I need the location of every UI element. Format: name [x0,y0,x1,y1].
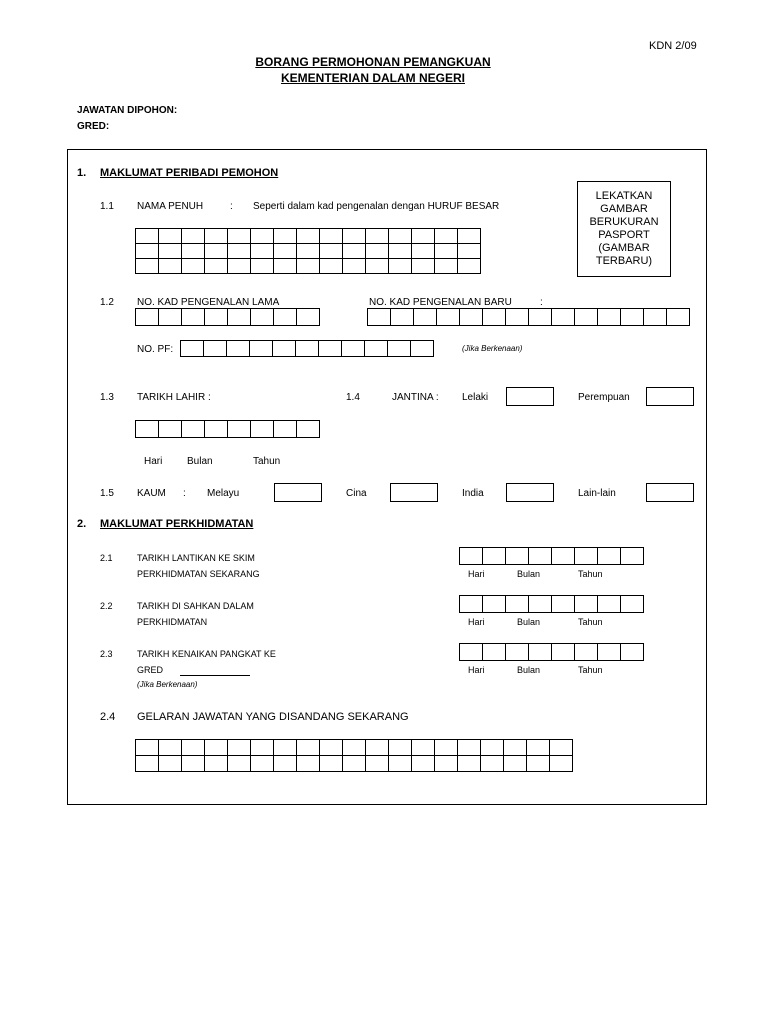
input-cell[interactable] [389,244,412,259]
input-cell[interactable] [621,309,644,326]
input-cell[interactable] [667,309,690,326]
input-cell[interactable] [389,259,412,274]
input-cell[interactable] [251,229,274,244]
input-cell[interactable] [527,756,550,772]
lantikan-bulan: Bulan [517,569,541,579]
input-cell[interactable] [412,244,435,259]
input-cell[interactable] [181,341,204,357]
input-cell[interactable] [437,309,460,326]
field-2-3-number: 2.3 [100,649,113,659]
ic-lama-label: NO. KAD PENGENALAN LAMA [137,297,280,308]
input-cell[interactable] [504,740,527,756]
input-cell[interactable] [481,740,504,756]
field-1-3-number: 1.3 [100,392,114,403]
input-cell[interactable] [598,309,621,326]
input-cell[interactable] [274,259,297,274]
input-cell[interactable] [529,596,552,613]
kaum-cina-label: Cina [346,488,367,499]
input-cell[interactable] [204,341,227,357]
input-cell[interactable] [205,756,228,772]
input-cell[interactable] [159,309,182,326]
input-cell[interactable] [343,740,366,756]
input-cell[interactable] [297,421,320,438]
input-cell[interactable] [366,244,389,259]
input-cell[interactable] [366,740,389,756]
lelaki-label: Lelaki [462,392,489,403]
lantikan-line1: TARIKH LANTIKAN KE SKIM [137,553,255,563]
lantikan-tahun: Tahun [578,569,603,579]
kaum-india-checkbox[interactable] [506,483,554,502]
input-cell[interactable] [506,596,529,613]
input-cell[interactable] [342,341,365,357]
input-cell[interactable] [366,259,389,274]
input-cell[interactable] [296,341,319,357]
kaum-melayu-label: Melayu [207,488,240,499]
input-cell[interactable] [136,244,159,259]
input-cell[interactable] [205,259,228,274]
input-cell[interactable] [460,309,483,326]
input-cell[interactable] [458,756,481,772]
sahkan-hari: Hari [468,617,485,627]
section1-title: MAKLUMAT PERIBADI PEMOHON [100,167,279,179]
input-cell[interactable] [228,309,251,326]
field-1-1-number: 1.1 [100,201,114,212]
input-cell[interactable] [483,596,506,613]
input-cell[interactable] [228,229,251,244]
lantikan-date-grid[interactable] [459,547,644,565]
input-cell[interactable] [182,421,205,438]
lantikan-hari: Hari [468,569,485,579]
sahkan-line2: PERKHIDMATAN [137,617,208,627]
input-cell[interactable] [205,229,228,244]
input-cell[interactable] [435,229,458,244]
input-cell[interactable] [182,244,205,259]
input-cell[interactable] [458,244,481,259]
section1-number: 1. [77,167,87,179]
pf-note: (Jika Berkenaan) [462,344,523,353]
kaum-lain-label: Lain-lain [578,488,616,499]
sahkan-line1: TARIKH DI SAHKAN DALAM [137,601,254,611]
input-cell[interactable] [159,421,182,438]
input-cell[interactable] [389,756,412,772]
input-cell[interactable] [368,309,391,326]
input-cell[interactable] [274,421,297,438]
photo-box-text: LEKATKAN GAMBAR BERUKURAN PASPORT (GAMBAR TERBARU) [589,190,659,267]
input-cell[interactable] [621,644,644,661]
perempuan-checkbox[interactable] [646,387,694,406]
input-cell[interactable] [389,740,412,756]
kaum-label: KAUM [137,488,166,499]
lahir-bulan-label: Bulan [187,456,213,467]
input-cell[interactable] [297,756,320,772]
section2-title: MAKLUMAT PERKHIDMATAN [100,518,254,530]
input-cell[interactable] [458,259,481,274]
input-cell[interactable] [598,644,621,661]
input-cell[interactable] [414,309,437,326]
input-cell[interactable] [460,548,483,565]
input-cell[interactable] [483,548,506,565]
input-cell[interactable] [159,756,182,772]
sahkan-date-grid[interactable] [459,595,644,613]
photo-box[interactable] [577,181,671,277]
input-cell[interactable] [575,548,598,565]
input-cell[interactable] [182,756,205,772]
input-cell[interactable] [552,309,575,326]
field-1-2-number: 1.2 [100,297,114,308]
ic-baru-grid[interactable] [367,308,690,326]
input-cell[interactable] [366,229,389,244]
input-cell[interactable] [621,596,644,613]
input-cell[interactable] [506,309,529,326]
input-cell[interactable] [458,740,481,756]
sahkan-bulan: Bulan [517,617,541,627]
pf-grid[interactable] [180,340,434,357]
kaum-lain-checkbox[interactable] [646,483,694,502]
input-cell[interactable] [159,244,182,259]
input-cell[interactable] [182,259,205,274]
input-cell[interactable] [483,309,506,326]
kaum-colon: : [183,488,186,499]
kenaikan-tahun: Tahun [578,665,603,675]
input-cell[interactable] [529,309,552,326]
input-cell[interactable] [575,596,598,613]
gred-label: GRED: [77,121,110,132]
input-cell[interactable] [136,259,159,274]
ic-lama-grid[interactable] [135,308,320,326]
input-cell[interactable] [460,644,483,661]
perempuan-label: Perempuan [578,392,630,403]
kenaikan-hari: Hari [468,665,485,675]
input-cell[interactable] [388,341,411,357]
kenaikan-bulan: Bulan [517,665,541,675]
input-cell[interactable] [435,756,458,772]
input-cell[interactable] [527,740,550,756]
input-cell[interactable] [250,341,273,357]
input-cell[interactable] [274,740,297,756]
input-cell[interactable] [228,244,251,259]
input-cell[interactable] [343,756,366,772]
input-cell[interactable] [273,341,296,357]
pf-label: NO. PF: [137,344,174,355]
input-cell[interactable] [343,229,366,244]
kenaikan-line2: GRED [137,665,164,675]
gelaran-jawatan-grid[interactable] [135,739,573,772]
input-cell[interactable] [205,740,228,756]
input-cell[interactable] [228,421,251,438]
input-cell[interactable] [575,309,598,326]
ic-baru-colon: : [540,297,543,308]
input-cell[interactable] [251,756,274,772]
nama-penuh-colon: : [230,201,233,212]
input-cell[interactable] [159,740,182,756]
input-cell[interactable] [506,644,529,661]
input-cell[interactable] [205,244,228,259]
form-subtitle: KEMENTERIAN DALAM NEGERI [280,71,465,85]
gred-input-line[interactable] [180,675,250,676]
input-cell[interactable] [251,421,274,438]
input-cell[interactable] [136,309,159,326]
input-cell[interactable] [182,229,205,244]
input-cell[interactable] [251,259,274,274]
lelaki-checkbox[interactable] [506,387,554,406]
input-cell[interactable] [228,756,251,772]
input-cell[interactable] [297,740,320,756]
input-cell[interactable] [435,244,458,259]
input-cell[interactable] [552,548,575,565]
input-cell[interactable] [458,229,481,244]
input-cell[interactable] [506,548,529,565]
input-cell[interactable] [251,740,274,756]
kenaikan-note: (Jika Berkenaan) [137,680,198,689]
input-cell[interactable] [274,244,297,259]
input-cell[interactable] [412,259,435,274]
input-cell[interactable] [182,740,205,756]
input-cell[interactable] [297,309,320,326]
input-cell[interactable] [205,309,228,326]
input-cell[interactable] [320,259,343,274]
ic-baru-label: NO. KAD PENGENALAN BARU [369,297,512,308]
input-cell[interactable] [297,229,320,244]
input-cell[interactable] [529,644,552,661]
lahir-tahun-label: Tahun [253,456,281,467]
input-cell[interactable] [320,756,343,772]
input-cell[interactable] [552,596,575,613]
input-cell[interactable] [366,756,389,772]
input-cell[interactable] [365,341,388,357]
form-title: BORANG PERMOHONAN PEMANGKUAN [255,55,491,69]
gelaran-jawatan-label: GELARAN JAWATAN YANG DISANDANG SEKARANG [137,711,409,723]
input-cell[interactable] [550,756,573,772]
kaum-india-label: India [462,488,484,499]
input-cell[interactable] [343,244,366,259]
input-cell[interactable] [552,644,575,661]
input-cell[interactable] [136,756,159,772]
input-cell[interactable] [481,756,504,772]
field-1-5-number: 1.5 [100,488,114,499]
lantikan-line2: PERKHIDMATAN SEKARANG [137,569,260,579]
input-cell[interactable] [550,740,573,756]
input-cell[interactable] [412,229,435,244]
tarikh-lahir-label: TARIKH LAHIR : [137,392,211,403]
input-cell[interactable] [460,596,483,613]
field-1-4-number: 1.4 [346,392,360,403]
input-cell[interactable] [251,309,274,326]
form-code: KDN 2/09 [649,40,697,52]
field-2-1-number: 2.1 [100,553,113,563]
jawatan-dipohon-label: JAWATAN DIPOHON: [77,105,178,116]
input-cell[interactable] [320,229,343,244]
field-2-2-number: 2.2 [100,601,113,611]
input-cell[interactable] [136,421,159,438]
input-cell[interactable] [575,644,598,661]
input-cell[interactable] [205,421,228,438]
nama-penuh-hint: Seperti dalam kad pengenalan dengan HURUF BESAR [253,201,500,212]
input-cell[interactable] [435,740,458,756]
input-cell[interactable] [389,229,412,244]
jantina-label: JANTINA : [392,392,439,403]
input-cell[interactable] [274,309,297,326]
kenaikan-line1: TARIKH KENAIKAN PANGKAT KE [137,649,276,659]
input-cell[interactable] [159,259,182,274]
input-cell[interactable] [644,309,667,326]
section2-number: 2. [77,518,87,530]
kaum-cina-checkbox[interactable] [390,483,438,502]
input-cell[interactable] [412,756,435,772]
nama-penuh-label: NAMA PENUH [137,201,204,212]
input-cell[interactable] [319,341,342,357]
kaum-melayu-checkbox[interactable] [274,483,322,502]
kenaikan-date-grid[interactable] [459,643,644,661]
input-cell[interactable] [228,259,251,274]
lahir-hari-label: Hari [144,456,163,467]
input-cell[interactable] [483,644,506,661]
nama-penuh-grid[interactable] [135,228,481,274]
input-cell[interactable] [274,229,297,244]
field-2-4-number: 2.4 [100,711,116,723]
input-cell[interactable] [228,740,251,756]
input-cell[interactable] [159,229,182,244]
input-cell[interactable] [297,244,320,259]
input-cell[interactable] [621,548,644,565]
input-cell[interactable] [274,756,297,772]
input-cell[interactable] [391,309,414,326]
tarikh-lahir-grid[interactable] [135,420,320,438]
input-cell[interactable] [320,244,343,259]
input-cell[interactable] [136,229,159,244]
input-cell[interactable] [504,756,527,772]
input-cell[interactable] [412,740,435,756]
input-cell[interactable] [251,244,274,259]
input-cell[interactable] [136,740,159,756]
input-cell[interactable] [320,740,343,756]
input-cell[interactable] [435,259,458,274]
input-cell[interactable] [182,309,205,326]
input-cell[interactable] [598,548,621,565]
input-cell[interactable] [297,259,320,274]
sahkan-tahun: Tahun [578,617,603,627]
input-cell[interactable] [529,548,552,565]
input-cell[interactable] [227,341,250,357]
input-cell[interactable] [343,259,366,274]
input-cell[interactable] [598,596,621,613]
input-cell[interactable] [411,341,434,357]
